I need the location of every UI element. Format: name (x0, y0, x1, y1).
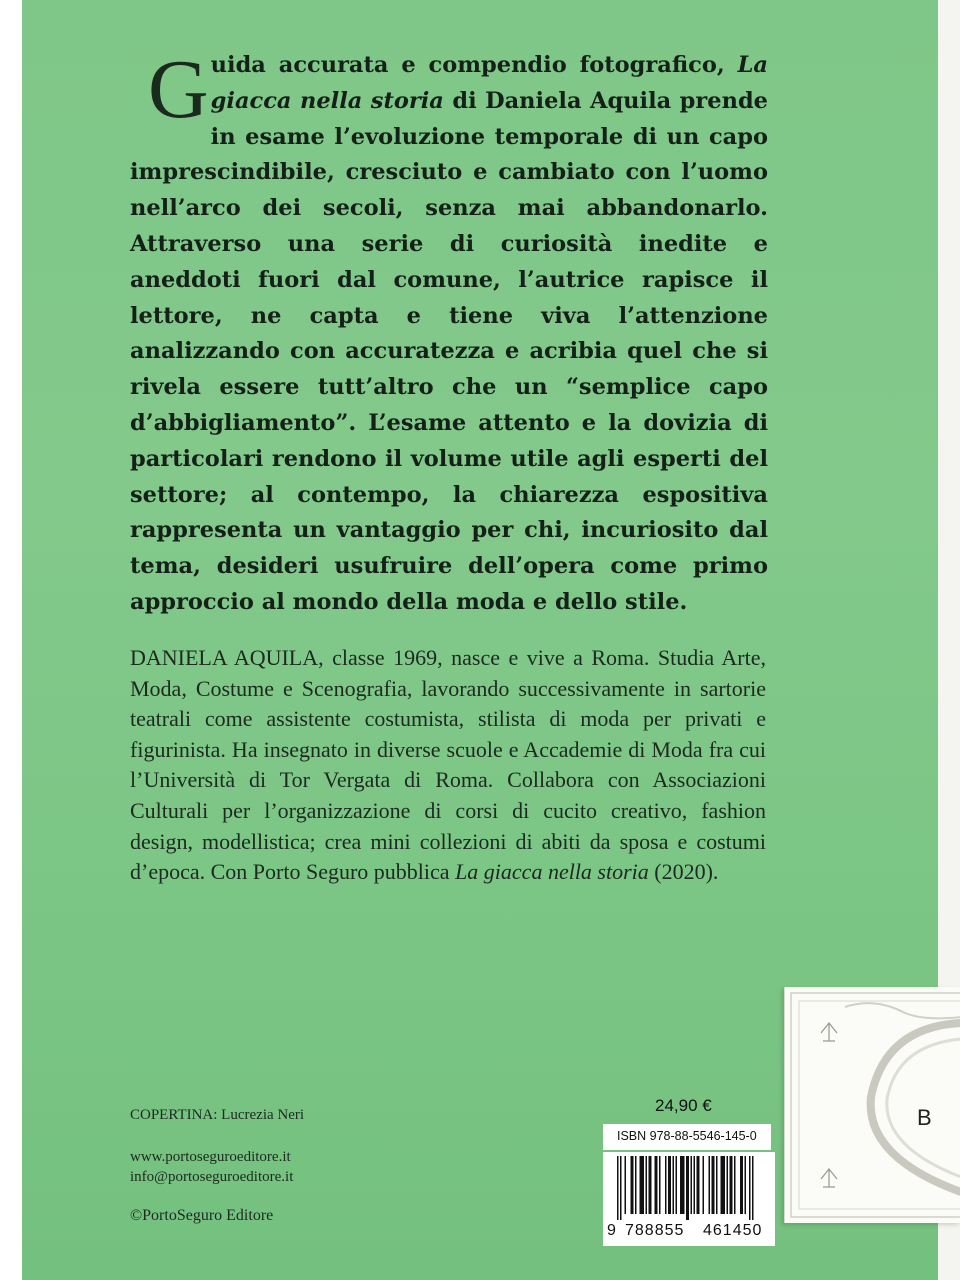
barcode-bar (709, 1156, 711, 1214)
barcode-bar (686, 1156, 689, 1220)
barcode-bar (694, 1156, 696, 1214)
barcode-bar (655, 1156, 658, 1214)
barcode-bar (676, 1156, 678, 1214)
barcode-bar (727, 1156, 729, 1214)
barcode-bar (620, 1156, 622, 1220)
barcode-group-1: 788855 (625, 1222, 685, 1239)
barcode-bar (649, 1156, 652, 1214)
sticker-letter: B (917, 1105, 932, 1130)
library-sticker (784, 987, 960, 1223)
isbn-text: ISBN 978-88-5546-145-0 (617, 1129, 757, 1143)
barcode-bar (617, 1156, 619, 1220)
bio-tail: (2020). (648, 859, 719, 885)
barcode-group-2: 461450 (703, 1222, 763, 1239)
barcode-bar (691, 1156, 693, 1214)
barcode-bar (730, 1156, 733, 1214)
barcode-bar (703, 1156, 705, 1214)
barcode-bar (680, 1156, 685, 1214)
barcode-bar (631, 1156, 634, 1214)
barcode-bar (665, 1156, 667, 1214)
barcode-bar (734, 1156, 736, 1214)
barcode-bar (640, 1156, 645, 1214)
barcode-bar (740, 1156, 743, 1214)
barcode-bar (659, 1156, 661, 1214)
drop-cap: G (148, 43, 209, 136)
bio-book-title: La giacca nella storia (455, 859, 649, 885)
barcode-bar (752, 1156, 754, 1220)
barcode-lead-digit: 9 (607, 1222, 616, 1239)
email-link: info@portoseguroeditore.it (130, 1169, 294, 1185)
blurb-paragraph (130, 43, 768, 621)
publisher-mark: ©PortoSeguro Editore (130, 1207, 274, 1224)
blurb-text-rest: di Daniela Aquila prende in esame l’evoluzione temporale di un capo imprescindibile, cresciuto e cambiato con l’uomo nell’arco dei secoli, senza mai abbandonarlo. Attraverso una serie di curiosità inedite e aneddoti fuori dal comune, l’autrice rapisce il lettore, ne capta e tiene viva l’attenzione analizzando con accuratezza e acribia quel che si rivela essere tutt’altro che un “semplice capo d’abbigliamento”. L’esame attento e la dovizia di particolari rendono il volume utile agli esperti del settore; al contempo, la chiarezza espositiva rappresenta un vantaggio per chi, incuriosito dal tema, desideri usufruire dell’opera come primo approccio al mondo della moda e dello stile. (130, 87, 768, 615)
barcode-bar (749, 1156, 751, 1220)
barcode-bar (721, 1156, 726, 1214)
barcode-bars (603, 1152, 775, 1222)
price-label: 24,90 € (655, 1096, 712, 1115)
bio-text: DANIELA AQUILA, classe 1969, nasce e vive a Roma. Studia Arte, Moda, Costume e Scenografia, lavorando successivamente in sartorie teatrali come assistente costumista, stilista di moda per privati e figurinista. Ha insegnato in diverse scuole e Accademie di Moda fra cui l’Università di Tor Vergata di Roma. Collabora con Associazioni Culturali per l’organizzazione di corsi di cucito creativo, fashion design, modellistica; crea mini collezioni di abiti da sposa e costumi d’epoca. Con Porto Seguro pubblica (130, 645, 766, 885)
barcode-bar (716, 1156, 718, 1214)
barcode-bar (668, 1156, 671, 1214)
barcode-bar (625, 1156, 627, 1214)
isbn-box (603, 1124, 771, 1150)
contact-block (130, 1147, 293, 1187)
cover-credit: COPERTINA: Lucrezia Neri (130, 1107, 305, 1123)
barcode-bar (712, 1156, 715, 1214)
blurb-text-start: uida accurata e compendio fotografico, (210, 52, 738, 78)
author-bio (130, 643, 766, 888)
barcode-bar (673, 1156, 675, 1214)
barcode-bar (745, 1156, 747, 1214)
blurb-book-title: La giacca nella storia (210, 52, 768, 114)
ornament-frame-icon (785, 987, 960, 1223)
barcode-bar (635, 1156, 637, 1214)
barcode-bar (646, 1156, 648, 1214)
barcode-bar (697, 1156, 700, 1214)
website-link: www.portoseguroeditore.it (130, 1149, 291, 1165)
